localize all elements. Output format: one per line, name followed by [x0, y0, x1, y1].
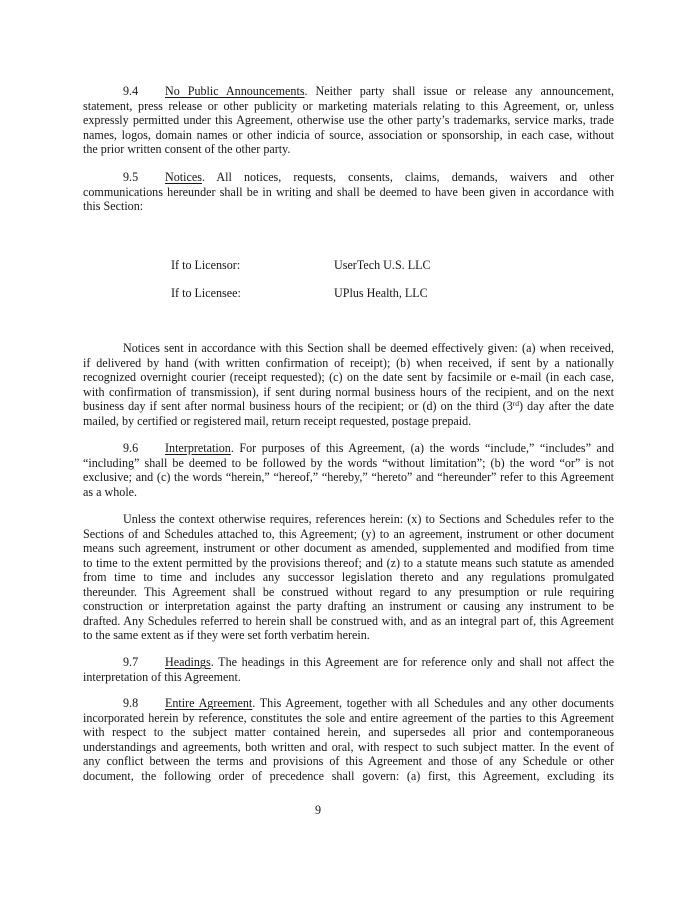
text-line: document, the following order of precedence shall govern: (a) first, this Agreement, excluding its — [83, 768, 614, 783]
section-number: 9.4 — [123, 84, 139, 98]
section-number: 9.5 — [123, 170, 139, 184]
section-9-7 — [83, 655, 614, 684]
address-label-licensor: If to Licensor: — [171, 258, 241, 272]
section-heading: Entire Agreement — [165, 696, 253, 710]
text-line: mailed, by certified or registered mail, return receipt requested, postage prepaid. — [83, 413, 472, 428]
section-first-line — [83, 441, 614, 456]
text-line: Notices sent in accordance with this Section shall be deemed effectively given: (a) when received, — [123, 341, 614, 355]
section-9-6 — [83, 441, 614, 499]
text-line: understandings and agreements, both written and oral, with respect to such subject matter. In the event of — [83, 739, 614, 754]
ordinal-superscript: rd — [512, 399, 520, 408]
section-text: . This Agreement, together with all Schedules and any other documents — [252, 696, 614, 710]
text-line: with respect to the subject matter contained herein, and supersedes all prior and contemporaneous — [83, 725, 614, 739]
section-text: . For purposes of this Agreement, (a) the words “include,” “includes” and — [230, 441, 614, 455]
references-paragraph — [83, 512, 614, 643]
section-text: . The headings in this Agreement are for reference only and shall not affect the — [210, 655, 614, 669]
section-heading: Headings — [165, 655, 211, 669]
section-text: . All notices, requests, consents, claims, demands, waivers and other — [201, 170, 614, 184]
text-line: if delivered by hand (with written confirmation of receipt); (b) when received, if sent by a nationally — [83, 355, 614, 370]
section-first-line — [83, 84, 614, 99]
text-line: from time to time and includes any successor legislation thereto and any regulations promulgated — [83, 570, 614, 584]
address-label-licensee: If to Licensee: — [171, 286, 241, 300]
section-9-4 — [83, 84, 614, 157]
text-line: means such agreement, instrument or other document as amended, supplemented and modified from time — [83, 541, 614, 555]
text-line — [83, 399, 614, 414]
text-line: drafted. Any Schedules referred to herein shall be construed with, and as an integral part of, this Agreement — [83, 613, 614, 628]
section-first-line — [83, 696, 614, 711]
text-line: expressly permitted under this Agreement, otherwise use the other party’s trademarks, service marks, trade — [83, 113, 614, 127]
text-line: to time to the extent permitted by the provisions thereof; and (z) to a statute means such statute as amended — [83, 555, 614, 570]
text-line: thereunder. This Agreement shall be construed without regard to any presumption or rule requiring — [83, 584, 614, 599]
section-heading: Notices — [165, 170, 202, 184]
text-line: incorporated herein by reference, constitutes the sole and entire agreement of the parties to this Agreement — [83, 710, 614, 725]
text-line: any conflict between the terms and provisions of this Agreement and those of any Schedule or other — [83, 754, 614, 768]
section-number: 9.8 — [123, 696, 139, 710]
section-number: 9.7 — [123, 655, 139, 669]
section-number: 9.6 — [123, 441, 139, 455]
text-line: with confirmation of transmission), if sent during normal business hours of the recipient, and on the next — [83, 384, 614, 399]
text-line: to the same extent as if they were set forth verbatim herein. — [83, 628, 370, 642]
text-line: “including” shall be deemed to be followed by the words “without limitation”; (b) the word “or” is not — [83, 455, 614, 470]
text-line: statement, press release or other publicity or marketing materials relating to this Agreement, or, unless — [83, 98, 614, 113]
text-line: this Section: — [83, 199, 144, 213]
text-segment: business day if sent after normal business hours of the recipient; or (d) on the third (3 — [83, 399, 513, 413]
page-number: 9 — [315, 803, 322, 817]
text-line: as a whole. — [83, 484, 138, 499]
text-line: names, logos, domain names or other indicia of source, association or sponsorship, in each case, without — [83, 127, 614, 142]
section-first-line — [83, 170, 614, 185]
text-line: construction or interpretation against the party drafting an instrument or causing any instrument to be — [83, 599, 614, 613]
text-line: interpretation of this Agreement. — [83, 669, 241, 684]
text-segment: ) day after the date — [519, 399, 614, 413]
text-line: communications hereunder shall be in writing and shall be deemed to have been given in accordance with — [83, 184, 614, 199]
notices-effective-paragraph — [83, 341, 614, 428]
section-first-line — [83, 655, 614, 670]
text-line: Sections of and Schedules attached to, this Agreement; (y) to an agreement, instrument or other document — [83, 526, 614, 541]
text-line: Unless the context otherwise requires, references herein: (x) to Sections and Schedules refer to the — [123, 512, 614, 526]
text-line: recognized overnight courier (receipt requested); (c) on the date sent by facsimile or e-mail (in each case, — [83, 370, 614, 384]
text-line: the prior written consent of the other party. — [83, 142, 291, 156]
address-value-licensor: UserTech U.S. LLC — [334, 258, 431, 272]
section-9-5 — [83, 170, 614, 214]
section-heading: Interpretation — [165, 441, 231, 455]
address-value-licensee: UPlus Health, LLC — [334, 286, 428, 300]
text-line: exclusive; and (c) the words “herein,” “hereof,” “hereby,” “hereto” and “hereunder” refer to this Agreement — [83, 470, 614, 484]
section-text: . Neither party shall issue or release any announcement, — [304, 84, 614, 98]
section-heading: No Public Announcements — [165, 84, 305, 98]
section-9-8 — [83, 696, 614, 783]
